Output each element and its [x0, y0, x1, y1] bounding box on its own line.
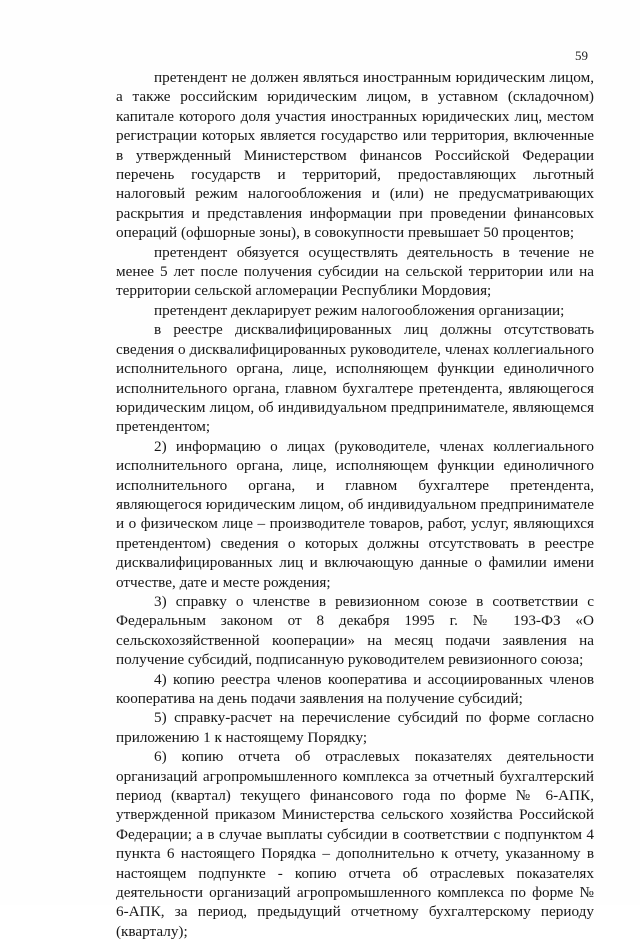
page-number: 59 — [575, 48, 588, 63]
paragraph-activity-obligation: претендент обязуется осуществлять деятельность в течение не менее 5 лет после получения субсидии на сельской территории или на территории сельской агломерации Республики Мордовия; — [116, 243, 594, 300]
paragraph-tax-regime: претендент декларирует режим налогообложения организации; — [154, 301, 565, 319]
paragraph-disqualified-registry: в реестре дисквалифицированных лиц должны отсутствовать сведения о дисквалифицированных руководителе, членах коллегиального исполнительного органа, лице, исполняющем функции единоличного исполнительного органа, главном бухгалтере претендента, являющегося юридическим лицом, об индивидуальном предпринимателе, являющемся претендентом; — [116, 321, 594, 436]
document-body — [116, 68, 594, 941]
paragraph-item-2: 2) информацию о лицах (руководителе, членах коллегиального исполнительного органа, лице, исполняющем функции единоличного исполнительного органа, и главном бухгалтере претендента, являющегося юридическим лицом, об индивидуальном предпринимателе и о физическом лице – производителе товаров, работ, услуг, являющихся претендентом) сведения о которых должны отсутствовать в реестре дисквалифицированных лиц и включающую данные о фамилии имени отчестве, дате и месте рождения; — [116, 437, 594, 591]
paragraph-item-5: 5) справку-расчет на перечисление субсидий по форме согласно приложению 1 к настоящему Порядку; — [116, 709, 594, 746]
paragraph-foreign-entity-condition: претендент не должен являться иностранным юридическим лицом, а также российским юридическим лицом, в уставном (складочном) капитале которого доля участия иностранных юридических лиц, местом регистрации которых является государство или территория, включенные в утвержденный Министерством финансов Российской Федерации перечень государств и территорий, предоставляющих льготный налоговый режим налогообложения и (или) не предусматривающих раскрытия и представления информации при проведении финансовых операций (офшорные зоны), в совокупности превышает 50 процентов; — [116, 69, 594, 242]
paragraph-item-4: 4) копию реестра членов кооператива и ассоциированных членов кооператива на день подачи заявления на получение субсидий; — [116, 670, 594, 707]
paragraph-item-6: 6) копию отчета об отраслевых показателях деятельности организаций агропромышленного комплекса за отчетный бухгалтерский период (квартал) текущего финансового года по форме № 6-АПК, утвержденной приказом Министерства сельского хозяйства Российской Федерации; а в случае выплаты субсидии в соответствии с подпунктом 4 пункта 6 настоящего Порядка – дополнительно к отчету, указанному в настоящем подпункте - копию отчета об отраслевых показателях деятельности организаций агропромышленного комплекса по форме № 6-АПК, за период, предыдущий отчетному бухгалтерскому периоду (кварталу); — [116, 748, 594, 940]
paragraph-item-3: 3) справку о членстве в ревизионном союзе в соответствии с Федеральным законом от 8 декабря 1995 г. № 193-ФЗ «О сельскохозяйственной кооперации» на месяц подачи заявления на получение субсидий, подписанную руководителем ревизионного союза; — [116, 592, 594, 669]
